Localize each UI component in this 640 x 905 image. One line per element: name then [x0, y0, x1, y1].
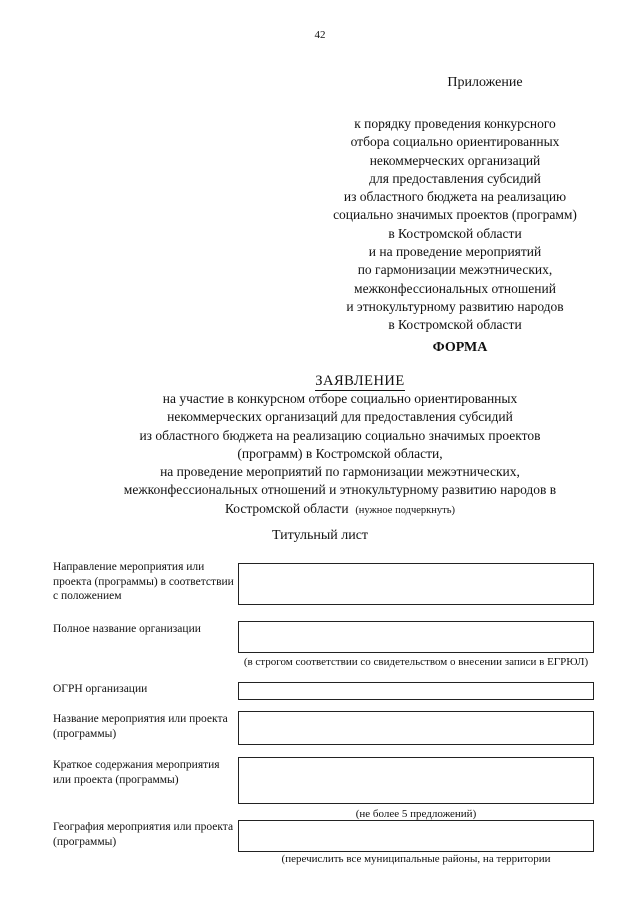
appendix-line: некоммерческих организаций — [369, 152, 541, 168]
statement-line — [60, 500, 620, 520]
form-label: ФОРМА — [432, 340, 488, 355]
appendix-line: в Костромской области — [388, 317, 522, 333]
appendix-line: к порядку проведения конкурсного — [354, 116, 556, 131]
title-sheet-heading: Титульный лист — [271, 528, 369, 543]
appendix-line: в Костромской области — [388, 225, 522, 241]
page-number: 42 — [314, 29, 326, 41]
event-name-input[interactable] — [238, 711, 594, 745]
appendix-line: отбора социально ориентированных — [350, 134, 560, 150]
statement-note: (нужное подчеркнуть) — [355, 504, 456, 516]
appendix-line: для предоставления субсидий — [369, 170, 541, 186]
statement-title-text: ЗАЯВЛЕНИЕ — [315, 373, 405, 389]
statement-line: на участие в конкурсном отборе социально ориентированных — [162, 391, 518, 406]
direction-input[interactable] — [238, 563, 594, 605]
statement-line: некоммерческих организаций для предоставления субсидий — [167, 409, 513, 425]
statement-title — [280, 373, 440, 390]
summary-note: (не более 5 предложений) — [355, 808, 477, 820]
appendix-title: Приложение — [447, 75, 523, 90]
appendix-line: из областного бюджета на реализацию — [343, 189, 567, 205]
org-name-note: (в строгом соответствии со свидетельством о внесении записи в ЕГРЮЛ) — [243, 656, 589, 668]
appendix-line: и этнокультурному развитию народов — [346, 298, 564, 314]
ogrn-input[interactable] — [238, 682, 594, 700]
statement-line: из областного бюджета на реализацию социально значимых проектов — [139, 427, 541, 443]
field-label-org-name: Полное название организации — [53, 623, 201, 635]
summary-input[interactable] — [238, 757, 594, 804]
appendix-text — [300, 115, 610, 335]
appendix-line: межконфессиональных отношений — [354, 280, 556, 296]
geography-note: (перечислить все муниципальные районы, на территории — [281, 853, 551, 865]
geography-input[interactable] — [238, 820, 594, 852]
field-label-event-name: Название мероприятия или проекта (программы) — [53, 713, 228, 740]
statement-line: межконфессиональных отношений и этнокультурному развитию народов в — [123, 482, 557, 498]
appendix-line: по гармонизации межэтнических, — [357, 262, 553, 278]
statement-line-last: Костромской области — [224, 500, 349, 516]
org-name-input[interactable] — [238, 621, 594, 653]
appendix-line: и на проведение мероприятий — [368, 244, 542, 260]
field-label-geography: География мероприятия или проекта (программы) — [53, 821, 234, 848]
statement-line: (программ) в Костромской области, — [237, 445, 443, 461]
field-label-summary: Краткое содержания мероприятия или проекта (программы) — [53, 759, 220, 786]
appendix-line: социально значимых проектов (программ) — [333, 207, 577, 223]
statement-text — [60, 390, 620, 520]
field-label-direction: Направление мероприятия или проекта (программы) в соответствии с положением — [53, 561, 234, 602]
statement-line: на проведение мероприятий по гармонизации межэтнических, — [160, 464, 520, 480]
field-label-ogrn: ОГРН организации — [53, 683, 148, 695]
